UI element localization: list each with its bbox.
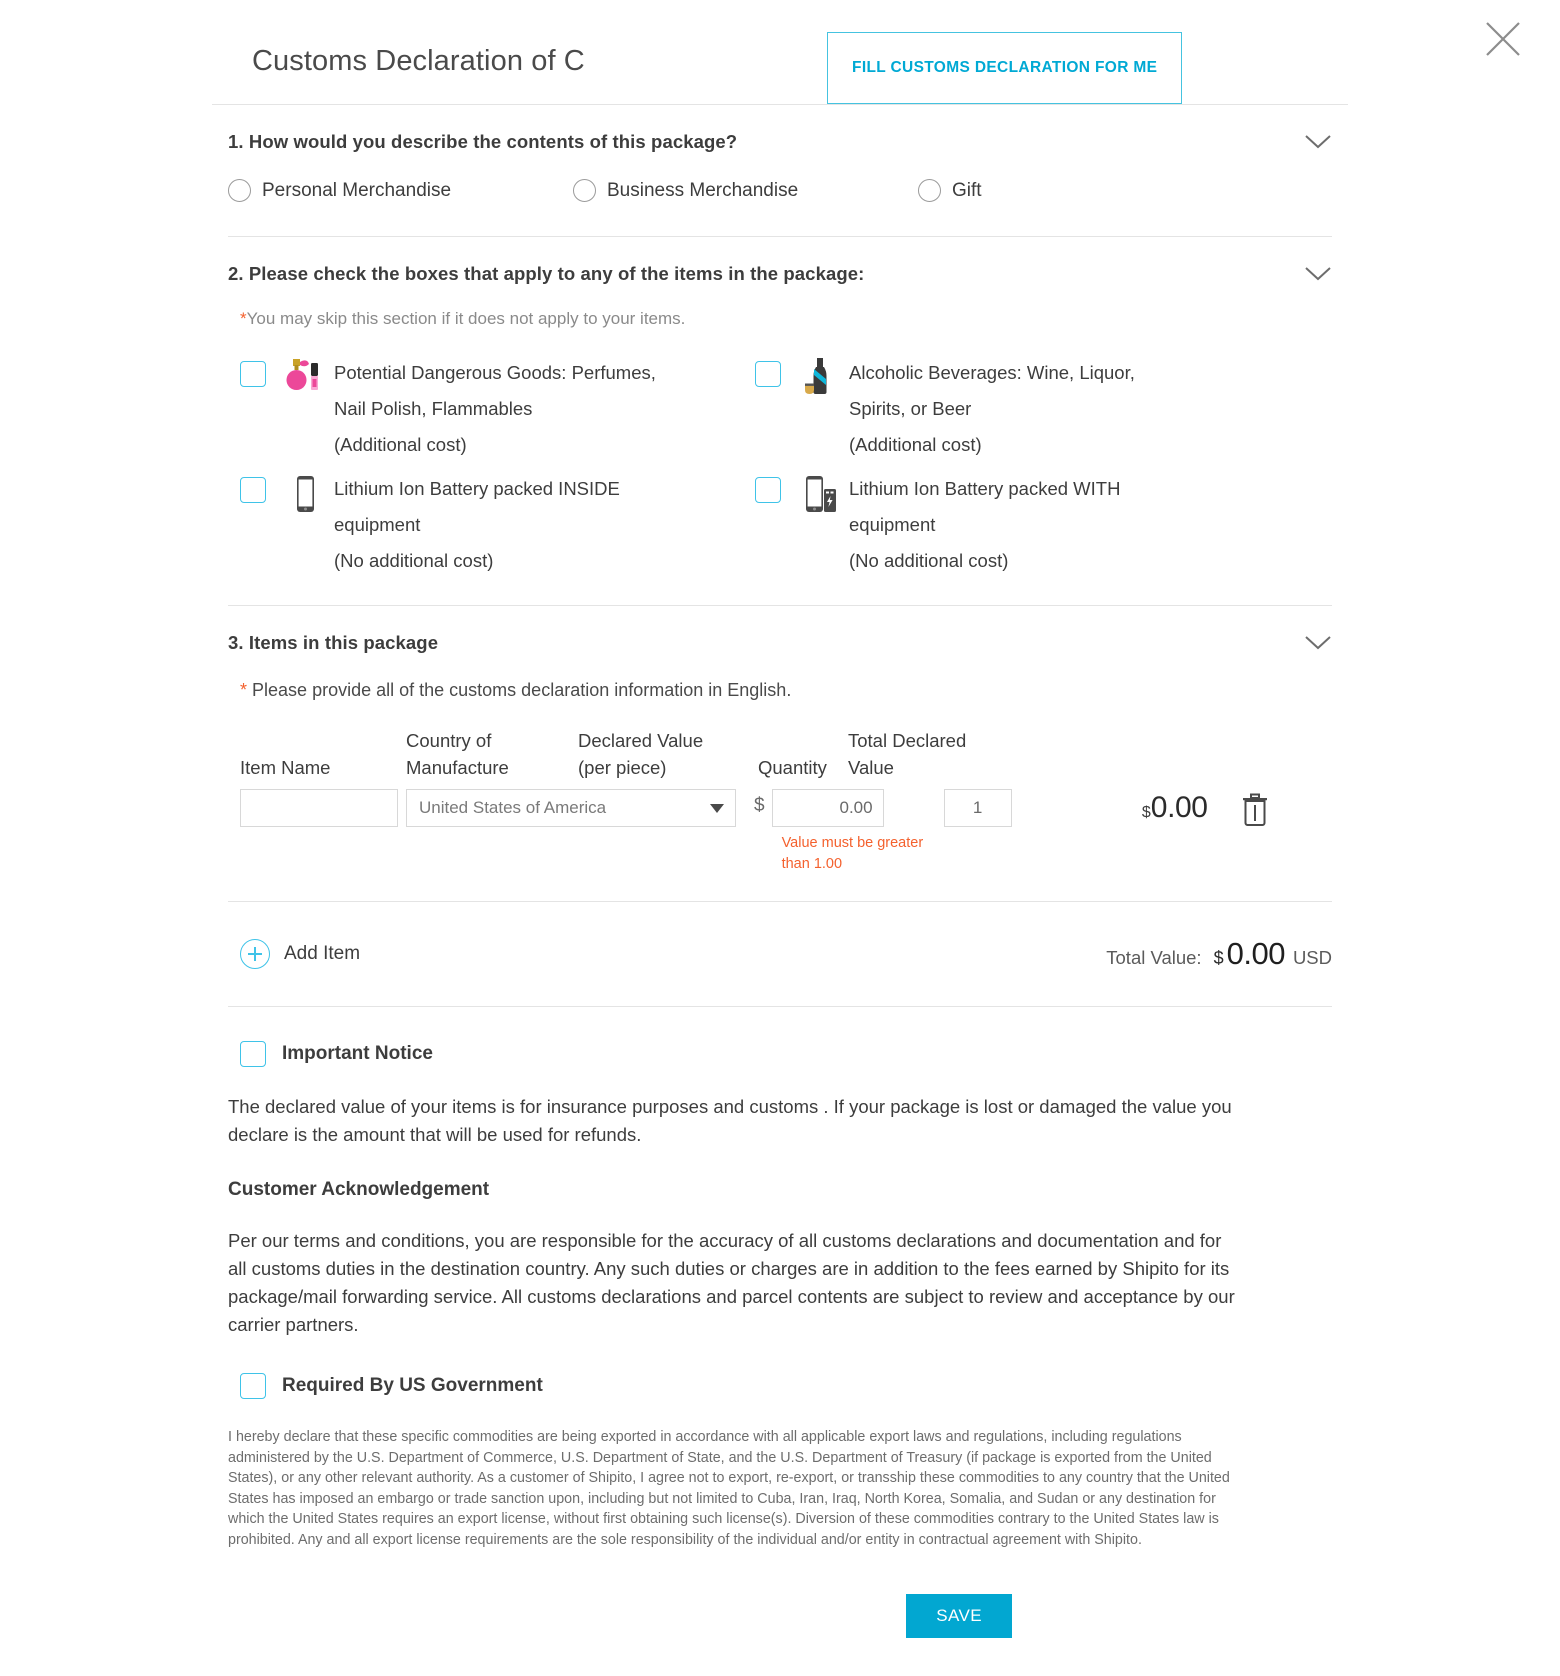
wine-bottle-icon [797, 357, 843, 401]
declared-value-cell [772, 789, 932, 875]
radio-label: Gift [952, 179, 982, 201]
plus-icon[interactable] [240, 939, 270, 969]
close-icon[interactable] [1484, 20, 1522, 58]
item-name-input[interactable] [240, 789, 398, 827]
col-country: Country of Manufacture [406, 730, 509, 778]
country-select-wrap[interactable] [406, 789, 736, 827]
col-total-declared-value: Total Declared Value [848, 730, 967, 778]
col-declared-value: Declared Value (per piece) [578, 730, 704, 778]
radio-label: Business Merchandise [607, 179, 799, 201]
smartphone-icon [282, 473, 328, 517]
total-value-label: Total Value: [1106, 947, 1202, 968]
total-value-display [1106, 936, 1332, 972]
radio-gift[interactable] [918, 179, 982, 202]
customer-acknowledgement-title: Customer Acknowledgement [228, 1179, 490, 1200]
items-table-header [240, 727, 1332, 789]
checkbox-important-notice[interactable] [240, 1041, 266, 1067]
quantity-input[interactable] [944, 789, 1012, 827]
required-note-text: Please provide all of the customs declaration information in English. [252, 680, 792, 700]
declared-value-input[interactable] [772, 789, 884, 827]
total-value-amount: 0.00 [1226, 936, 1285, 971]
checkbox-item-dangerous-goods[interactable] [240, 355, 755, 463]
checkbox-battery-inside[interactable] [240, 477, 266, 503]
chevron-down-icon[interactable] [1304, 265, 1332, 283]
notices-block [0, 1007, 1560, 1638]
section-contents-description [0, 105, 1560, 236]
declared-value-error: Value must be greater than 1.00 [781, 835, 924, 872]
add-item-label: Add Item [284, 943, 361, 964]
chevron-down-icon[interactable] [1304, 133, 1332, 151]
checkbox-item-battery-with[interactable] [755, 471, 1270, 579]
required-by-gov-title: Required By US Government [282, 1375, 543, 1396]
col-delete [1038, 781, 1098, 789]
radio-personal-merchandise[interactable] [228, 179, 573, 202]
checkbox-dangerous-goods[interactable] [240, 361, 266, 387]
perfume-bottle-icon [282, 357, 328, 401]
checkbox-battery-with[interactable] [755, 477, 781, 503]
add-item-total-row [228, 902, 1332, 1006]
items-table [228, 701, 1332, 875]
footer-actions [228, 1550, 1332, 1638]
english-required-note [228, 654, 1332, 701]
col-item-name: Item Name [240, 757, 331, 778]
modal-header [0, 0, 1560, 104]
smartphone-with-battery-icon [797, 473, 843, 517]
col-quantity: Quantity [758, 757, 827, 778]
checkbox-label: Lithium Ion Battery packed INSIDE equipment (No additional cost) [334, 478, 620, 571]
total-currency-symbol: $ [1141, 804, 1151, 821]
skip-section-hint [228, 285, 1332, 329]
important-notice-title: Important Notice [282, 1043, 433, 1064]
add-item-button[interactable] [240, 939, 360, 969]
radio-circle-icon[interactable] [573, 179, 596, 202]
total-declared-value: 0.00 [1150, 791, 1208, 824]
trash-icon[interactable] [1240, 793, 1270, 832]
hazard-checkbox-grid [228, 329, 1332, 605]
total-value-currency: $ [1213, 948, 1224, 968]
checkbox-item-battery-inside[interactable] [240, 471, 755, 579]
checkbox-label: Lithium Ion Battery packed WITH equipment (No additional cost) [849, 478, 1121, 571]
section-items-in-package [0, 606, 1560, 875]
save-button[interactable]: SAVE [906, 1594, 1012, 1638]
chevron-down-icon[interactable] [710, 804, 724, 813]
section1-title: 1. How would you describe the contents of this package? [228, 131, 738, 152]
hint-asterisk: * [240, 309, 247, 328]
hint-text: You may skip this section if it does not apply to your items. [246, 309, 686, 328]
country-of-manufacture-select[interactable]: United States of America [406, 789, 736, 827]
radio-label: Personal Merchandise [262, 179, 452, 201]
contents-type-radio-group [228, 153, 1332, 236]
total-declared-value-cell [1030, 789, 1208, 825]
section3-title: 3. Items in this package [228, 632, 439, 653]
checkbox-alcoholic-beverages[interactable] [755, 361, 781, 387]
customer-acknowledgement-body: Per our terms and conditions, you are responsible for the accuracy of all customs declarations and documentation and for all customs duties in the destination country. Any such duties or charges are in addition to the fees earned by Shipito for its package/mail forwarding service. All customs declarations and parcel contents are subject to review and acceptance by our carrier partners. [228, 1230, 1235, 1335]
chevron-down-icon[interactable] [1304, 634, 1332, 652]
radio-circle-icon[interactable] [918, 179, 941, 202]
section2-header[interactable] [228, 237, 1332, 285]
required-asterisk: * [240, 680, 248, 700]
required-by-gov-header[interactable] [228, 1339, 1332, 1399]
radio-circle-icon[interactable] [228, 179, 251, 202]
checkbox-item-alcoholic-beverages[interactable] [755, 355, 1270, 463]
section-hazard-checkboxes [0, 237, 1560, 605]
section1-header[interactable] [228, 105, 1332, 153]
page-title: Customs Declaration of C [252, 45, 585, 77]
currency-symbol: $ [754, 795, 765, 816]
table-row [240, 789, 1332, 875]
fill-customs-declaration-button[interactable]: FILL CUSTOMS DECLARATION FOR ME [827, 32, 1182, 104]
checkbox-label: Potential Dangerous Goods: Perfumes, Nail Polish, Flammables (Additional cost) [334, 362, 656, 455]
checkbox-label: Alcoholic Beverages: Wine, Liquor, Spirits, or Beer (Additional cost) [849, 362, 1135, 455]
required-by-gov-fineprint: I hereby declare that these specific commodities are being exported in accordance with all applicable export laws and regulations, including regulations administered by the U.S. Department of Commerce, U.S. Department of State, and the U.S. Department of Treasury (if package is exported from the United States), or any other relevant authority. As a customer of Shipito, I agree not to export, re-export, or transship these commodities to any country that the United States has imposed an embargo or trade sanction upon, including but not limited to Cuba, Iran, Iraq, North Korea, Somalia, and Sudan or any destination for which the United States requires an export license, without first obtaining such license(s). Diversion of these commodities contrary to the United States law is prohibited. Any and all export license requirements are the sole responsibility of the individual and/or entity in contractual agreement with Shipito. [228, 1429, 1230, 1548]
section2-title: 2. Please check the boxes that apply to any of the items in the package: [228, 263, 865, 284]
checkbox-required-by-us-government[interactable] [240, 1373, 266, 1399]
section3-header[interactable] [228, 606, 1332, 654]
total-value-unit: USD [1292, 947, 1332, 968]
important-notice-body: The declared value of your items is for insurance purposes and customs . If your package is lost or damaged the value you declare is the amount that will be used for refunds. [228, 1096, 1232, 1145]
important-notice-header[interactable] [228, 1007, 1332, 1067]
radio-business-merchandise[interactable] [573, 179, 918, 202]
